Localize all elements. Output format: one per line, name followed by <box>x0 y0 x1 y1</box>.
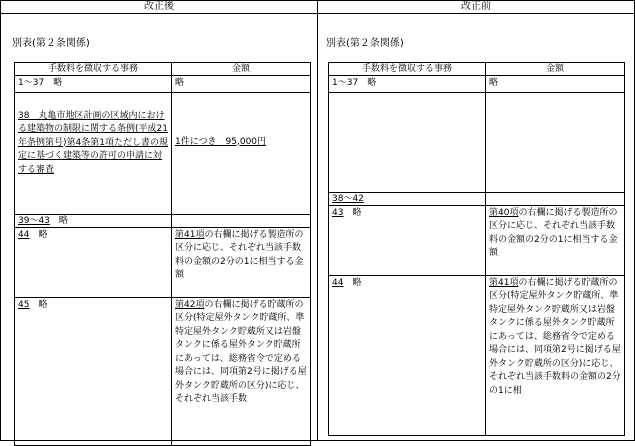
before-row1-amount-blank <box>486 92 625 192</box>
after-row2-amount: 1件につき 95,000円 <box>172 92 311 214</box>
after-row1-amount: 略 <box>172 76 311 93</box>
before-row3-amount: 第40項の右欄に掲げる製造所の区分に応じ、それぞれ当該手数料の金額の2分の1に相当する金額 <box>486 205 625 275</box>
header-before-label: 改正前 <box>461 1 491 12</box>
after-row1-task: 1～37 略 <box>15 76 172 93</box>
header-before <box>317 0 635 14</box>
after-row4-amount: 第41項の右欄に掲げる製造所の区分に応じ、それぞれ当該手数料の金額の2分の1に相当する金額 <box>172 227 311 297</box>
after-row4-task: 44 略 <box>15 227 172 297</box>
before-row2-amount <box>486 192 625 205</box>
before-col-header-task: 手数料を徴収する事務 <box>329 63 486 76</box>
before-row3-task: 43 略 <box>329 205 486 275</box>
after-caption: 別表(第２条関係) <box>12 38 90 49</box>
before-row1-amount: 略 <box>486 76 625 93</box>
before-row1-task-blank <box>329 92 486 192</box>
before-col-header-amount: 金額 <box>486 63 625 76</box>
after-col-header-task: 手数料を徴収する事務 <box>15 63 172 76</box>
before-row1-task: 1～37 略 <box>329 76 486 93</box>
after-table <box>14 62 311 446</box>
before-table <box>328 62 625 436</box>
after-row2-task: 38 丸亀市地区計画の区域内における建築物の制限に関する条例(平成21年条例第号)第4条第1項ただし書の規定に基づく建築等の許可の申請に対する審査 <box>15 92 172 214</box>
after-row5-amount: 第42項の右欄に掲げる貯蔵所の区分(特定屋外タンク貯蔵所、準特定屋外タンク貯蔵所又は岩盤タンクに係る屋外タンク貯蔵所にあっては、総務省令で定める場合には、同項第2号に掲げる屋外タンク貯蔵所の区分)に応じ、それぞれ当該手数 <box>172 297 311 445</box>
before-row4-task: 44 略 <box>329 275 486 435</box>
header-after <box>0 0 318 14</box>
before-row4-amount: 第41項の右欄に掲げる貯蔵所の区分(特定屋外タンク貯蔵所、準特定屋外タンク貯蔵所又は岩盤タンクに係る屋外タンク貯蔵所にあっては、総務省令で定める場合には、同項第2号に掲げる屋外タンク貯蔵所の区分)に応じ、それぞれ当該手数料の金額の2分の1に相 <box>486 275 625 435</box>
before-row2-task: 38～42 <box>329 192 486 205</box>
header-after-label: 改正後 <box>144 1 174 12</box>
before-caption: 別表(第２条関係) <box>326 38 404 49</box>
after-row5-task: 45 略 <box>15 297 172 445</box>
after-row3-task: 39～43 略 <box>15 214 172 227</box>
after-col-header-amount: 金額 <box>172 63 311 76</box>
after-row3-amount <box>172 214 311 227</box>
